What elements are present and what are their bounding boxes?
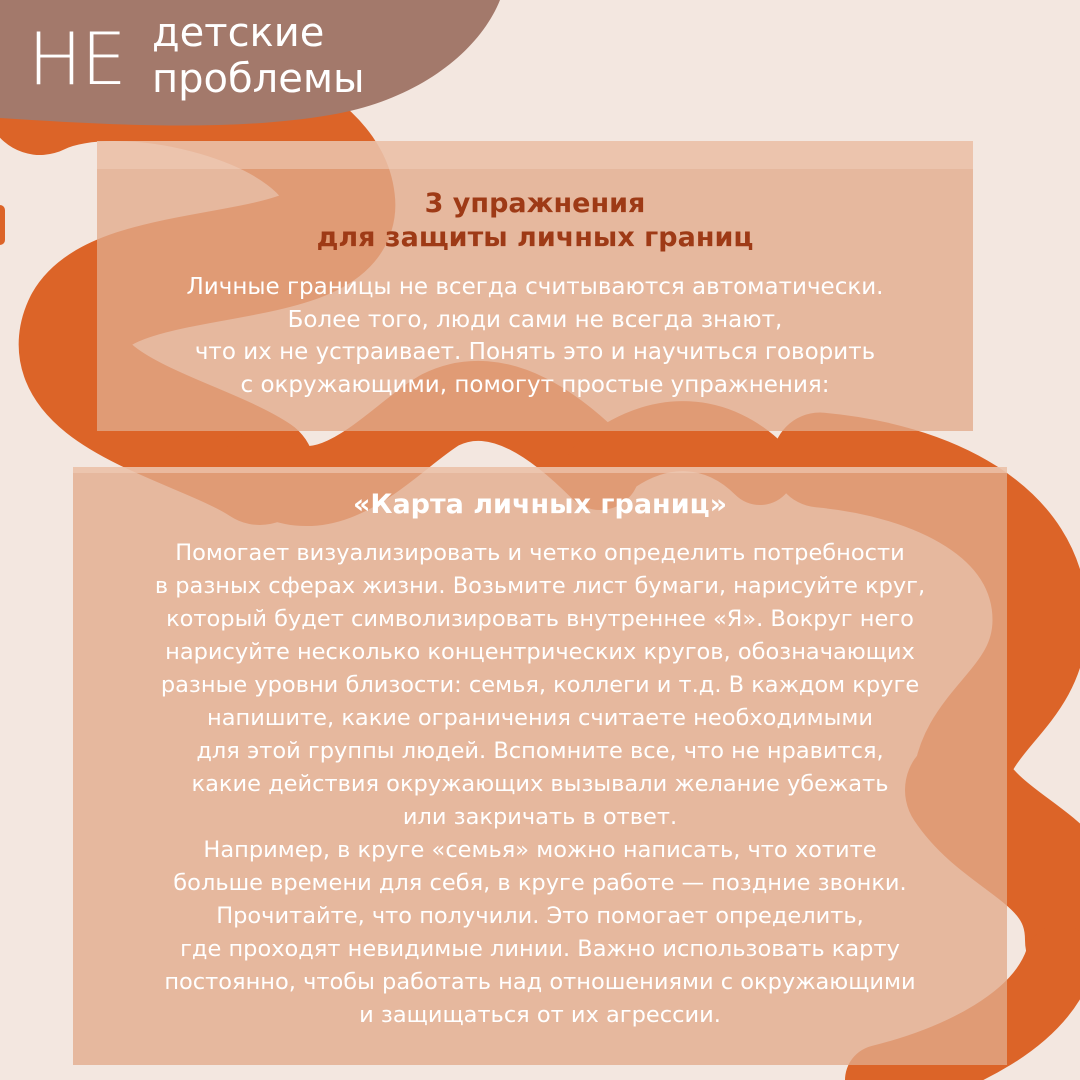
exercise-text-line: или закричать в ответ.: [402, 804, 678, 830]
exercise-text-line: какие действия окружающих вызывали желание убежать: [191, 771, 889, 797]
intro-title: [97, 187, 973, 255]
brand-subtitle: [152, 10, 365, 102]
intro-text-line: Более того, люди сами не всегда знают,: [287, 306, 783, 333]
card-strip: [73, 467, 1007, 473]
exercise-text-line: разные уровни близости: семья, коллеги и т.д. В каждом круге: [160, 672, 920, 698]
exercise-title: «Карта личных границ»: [352, 489, 728, 520]
exercise-text-line: Помогает визуализировать и четко определить потребности: [175, 540, 905, 566]
exercise-text-line: Прочитайте, что получили. Это помогает определить,: [216, 903, 864, 929]
intro-text: [97, 271, 973, 401]
intro-text-line: Личные границы не всегда считываются автоматически.: [186, 274, 884, 300]
brand-ne: НЕ: [28, 17, 126, 101]
intro-text-line: с окружающими, помогут простые упражнения:: [240, 371, 830, 398]
exercise-card: [73, 467, 1007, 1065]
exercise-text: [73, 537, 1007, 1032]
exercise-text-line: больше времени для себя, в круге работе — поздние звонки.: [173, 870, 907, 896]
brand-logo: [0, 0, 520, 130]
intro-title-line: 3 упражнения: [424, 188, 646, 219]
exercise-text-line: напишите, какие ограничения считаете необходимыми: [207, 705, 873, 731]
exercise-text-line: где проходят невидимые линии. Важно использовать карту: [180, 936, 900, 962]
intro-text-line: что их не устраивает. Понять это и научиться говорить: [194, 339, 876, 365]
intro-title-line: для защиты личных границ: [316, 222, 754, 253]
exercise-text-line: и защищаться от их агрессии.: [359, 1002, 721, 1028]
exercise-text-line: постоянно, чтобы работать над отношениями с окружающими: [164, 969, 916, 995]
exercise-text-line: нарисуйте несколько концентрических кругов, обозначающих: [165, 639, 915, 665]
card-strip: [97, 141, 973, 169]
brand-subtitle-line: проблемы: [152, 56, 365, 102]
exercise-text-line: который будет символизировать внутреннее «Я». Вокруг него: [166, 606, 914, 632]
intro-card: [97, 141, 973, 431]
exercise-text-line: Например, в круге «семья» можно написать, что хотите: [203, 837, 877, 863]
exercise-text-line: для этой группы людей. Вспомните все, что не нравится,: [196, 738, 884, 764]
exercise-text-line: в разных сферах жизни. Возьмите лист бумаги, нарисуйте круг,: [154, 573, 926, 599]
brand-subtitle-line: детские: [152, 10, 325, 56]
